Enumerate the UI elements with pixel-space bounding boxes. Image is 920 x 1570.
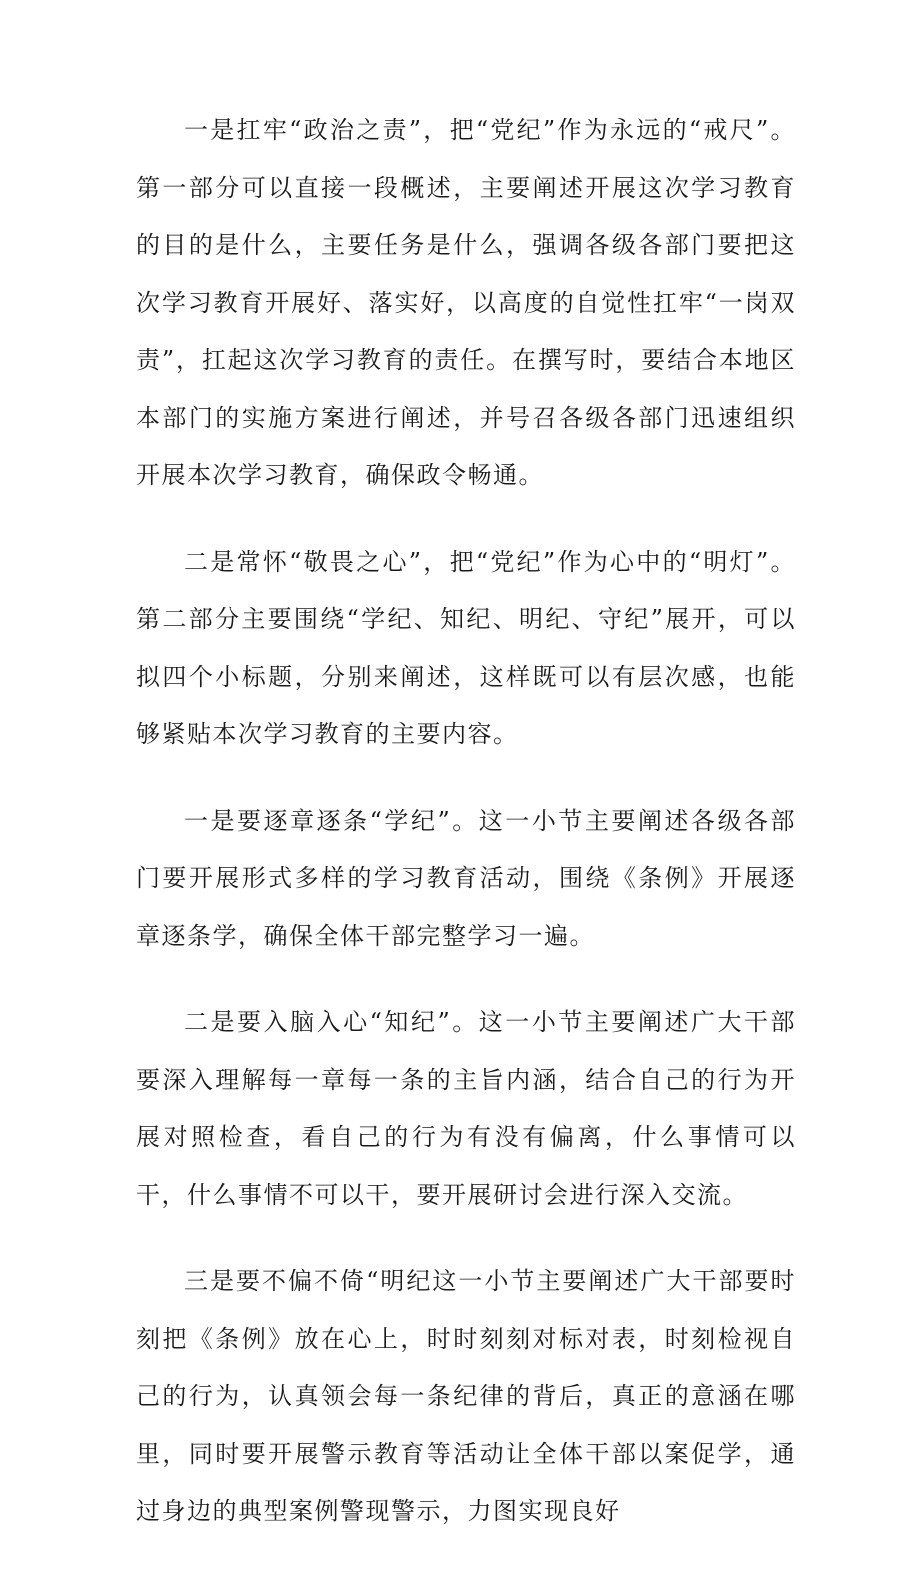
paragraph-know-discipline: 二是要入脑入心“知纪”。这一小节主要阐述广大干部要深入理解每一章每一条的主旨内涵，结合自己的行为开展对照检查，看自己的行为有没有偏离，什么事情可以干，什么事情不可以干，要开展研讨会进行深入交流。 — [136, 1008, 796, 1209]
paragraph-study-discipline: 一是要逐章逐条“学纪”。这一小节主要阐述各级各部门要开展形式多样的学习教育活动，围绕《条例》开展逐章逐条学，确保全体干部完整学习一遍。 — [136, 806, 796, 950]
paragraph-awe-heart: 二是常怀“敬畏之心”，把“党纪”作为心中的“明灯”。第二部分主要围绕“学纪、知纪、明纪、守纪”展开，可以拟四个小标题，分别来阐述，这样既可以有层次感，也能够紧贴本次学习教育的主要内容。 — [136, 547, 796, 748]
paragraph-political-responsibility: 一是扛牢“政治之责”，把“党纪”作为永远的“戒尺”。第一部分可以直接一段概述，主要阐述开展这次学习教育的目的是什么，主要任务是什么，强调各级各部门要把这次学习教育开展好、落实好，以高度的自觉性扛牢“一岗双责”，扛起这次学习教育的责任。在撰写时，要结合本地区本部门的实施方案进行阐述，并号召各级各部门迅速组织开展本次学习教育，确保政令畅通。 — [136, 116, 796, 489]
paragraph-understand-discipline: 三是要不偏不倚“明纪这一小节主要阐述广大干部要时刻把《条例》放在心上，时时刻刻对标对表，时刻检视自己的行为，认真领会每一条纪律的背后，真正的意涵在哪里，同时要开展警示教育等活动让全体干部以案促学，通过身边的典型案例警现警示，力图实现良好 — [136, 1267, 796, 1525]
document-body — [136, 102, 796, 1570]
